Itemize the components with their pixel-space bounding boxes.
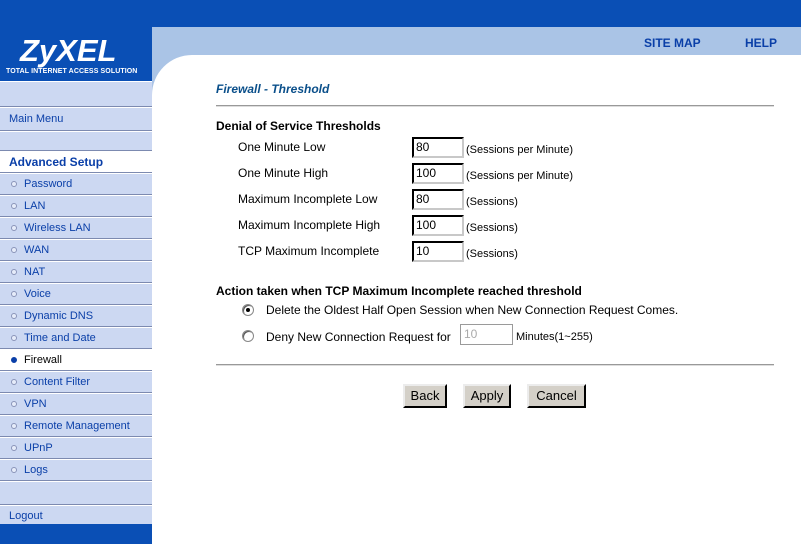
sidebar-item-label: Voice xyxy=(24,288,51,300)
sidebar-item-label: LAN xyxy=(24,200,46,212)
delete-oldest-label: Delete the Oldest Half Open Session when New Connection Request Comes. xyxy=(266,303,679,317)
top-bar xyxy=(0,0,801,27)
sidebar-item-wireless-lan[interactable] xyxy=(0,217,152,239)
nav-bar xyxy=(152,27,801,55)
sidebar-item-label: Content Filter xyxy=(24,376,91,388)
logout-label: Logout xyxy=(9,510,43,522)
threshold-input[interactable]: 100 xyxy=(412,163,464,184)
radio-bullet-icon xyxy=(11,445,17,451)
back-button[interactable]: Back xyxy=(403,384,447,408)
deny-connection-radio[interactable] xyxy=(242,330,254,342)
radio-bullet-icon xyxy=(11,379,17,385)
radio-bullet-icon xyxy=(11,313,17,319)
sidebar-item-time-and-date[interactable] xyxy=(0,327,152,349)
help-link[interactable]: HELP xyxy=(745,36,778,50)
radio-bullet-icon xyxy=(11,357,17,363)
sidebar-item-content-filter[interactable] xyxy=(0,371,152,393)
delete-oldest-radio[interactable] xyxy=(242,304,254,316)
radio-bullet-icon xyxy=(11,225,17,231)
page-title: Firewall - Threshold xyxy=(216,82,330,96)
sidebar-item-label: Remote Management xyxy=(24,420,130,432)
divider xyxy=(216,364,774,366)
radio-bullet-icon xyxy=(11,335,17,341)
threshold-unit: (Sessions) xyxy=(466,248,518,260)
deny-minutes-unit: Minutes(1~255) xyxy=(516,331,593,343)
action-section-title: Action taken when TCP Maximum Incomplete reached threshold xyxy=(216,284,582,298)
sidebar-item-voice[interactable] xyxy=(0,283,152,305)
radio-bullet-icon xyxy=(11,467,17,473)
radio-bullet-icon xyxy=(11,291,17,297)
sidebar-item-label: Logs xyxy=(24,464,48,476)
radio-bullet-icon xyxy=(11,401,17,407)
logo xyxy=(0,27,152,81)
sidebar-item-label: NAT xyxy=(24,266,46,278)
sidebar-item-upnp[interactable] xyxy=(0,437,152,459)
sidebar-item-label: Firewall xyxy=(24,354,62,366)
threshold-label: Maximum Incomplete High xyxy=(238,218,381,232)
sidebar-item-label: Wireless LAN xyxy=(24,222,91,234)
sidebar xyxy=(0,81,152,544)
threshold-input[interactable]: 10 xyxy=(412,241,464,262)
logo-tagline: TOTAL INTERNET ACCESS SOLUTION xyxy=(6,68,138,75)
threshold-unit: (Sessions) xyxy=(466,196,518,208)
sidebar-main-menu[interactable] xyxy=(0,107,152,131)
sidebar-item-remote-management[interactable] xyxy=(0,415,152,437)
sidebar-item-label: VPN xyxy=(24,398,47,410)
sidebar-item-label: Dynamic DNS xyxy=(24,310,94,322)
threshold-label: One Minute High xyxy=(238,166,329,180)
threshold-unit: (Sessions) xyxy=(466,222,518,234)
site-map-link[interactable]: SITE MAP xyxy=(644,36,701,50)
threshold-label: TCP Maximum Incomplete xyxy=(238,244,380,258)
divider xyxy=(216,105,774,107)
logo-text: ZyXEL xyxy=(20,33,117,68)
radio-bullet-icon xyxy=(11,181,17,187)
sidebar-item-label: Main Menu xyxy=(9,113,64,125)
sidebar-item-label: WAN xyxy=(24,244,50,256)
dos-section-title: Denial of Service Thresholds xyxy=(216,119,381,133)
sidebar-item-password[interactable] xyxy=(0,173,152,195)
radio-bullet-icon xyxy=(11,269,17,275)
sidebar-item-label: Time and Date xyxy=(24,332,96,344)
threshold-input[interactable]: 80 xyxy=(412,137,464,158)
threshold-label: Maximum Incomplete Low xyxy=(238,192,378,206)
radio-bullet-icon xyxy=(11,247,17,253)
sidebar-footer xyxy=(0,524,152,544)
sidebar-item-nat[interactable] xyxy=(0,261,152,283)
sidebar-section-label: Advanced Setup xyxy=(9,155,104,169)
sidebar-item-label: Password xyxy=(24,178,73,190)
sidebar-item-firewall[interactable] xyxy=(0,349,152,371)
threshold-unit: (Sessions per Minute) xyxy=(466,144,573,156)
sidebar-item-wan[interactable] xyxy=(0,239,152,261)
sidebar-advanced-setup[interactable] xyxy=(0,151,152,173)
apply-button[interactable]: Apply xyxy=(463,384,511,408)
sidebar-item-lan[interactable] xyxy=(0,195,152,217)
threshold-input[interactable]: 80 xyxy=(412,189,464,210)
radio-bullet-icon xyxy=(11,203,17,209)
sidebar-item-label: UPnP xyxy=(24,442,53,454)
deny-minutes-input[interactable]: 10 xyxy=(460,324,513,345)
sidebar-item-vpn[interactable] xyxy=(0,393,152,415)
radio-bullet-icon xyxy=(11,423,17,429)
threshold-input[interactable]: 100 xyxy=(412,215,464,236)
threshold-unit: (Sessions per Minute) xyxy=(466,170,573,182)
threshold-label: One Minute Low xyxy=(238,140,326,154)
cancel-button[interactable]: Cancel xyxy=(527,384,586,408)
sidebar-item-logs[interactable] xyxy=(0,459,152,481)
deny-connection-label: Deny New Connection Request for xyxy=(266,330,451,344)
sidebar-item-dynamic-dns[interactable] xyxy=(0,305,152,327)
